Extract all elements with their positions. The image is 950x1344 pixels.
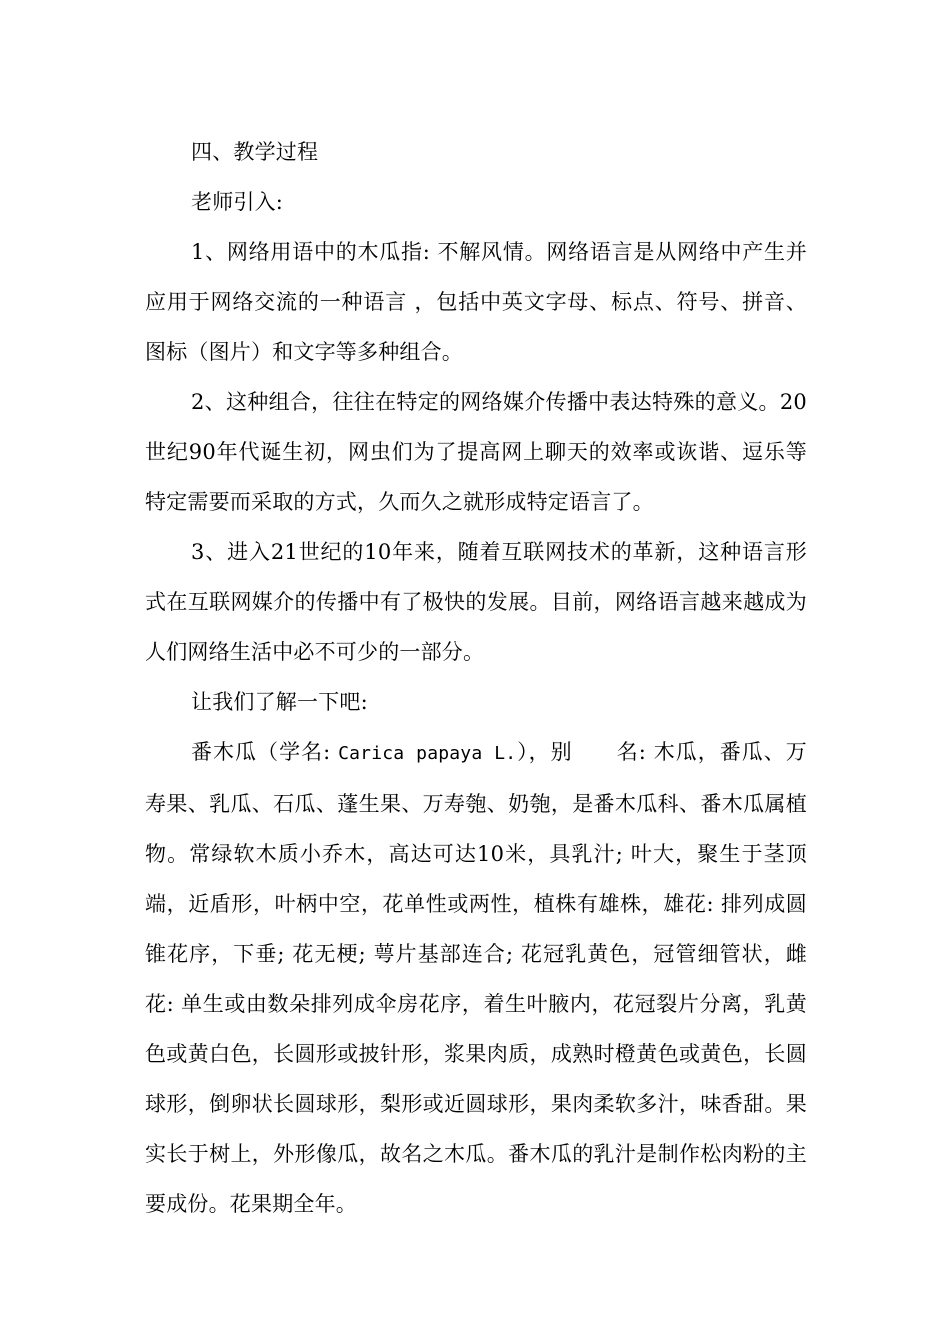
papaya-prefix: 番木瓜（学名: [191,740,331,764]
papaya-body: ），别 名: 木瓜，番瓜、万寿果、乳瓜、石瓜、蓬生果、万寿匏、奶匏，是番木瓜科、番木瓜属植物。常绿软木质小乔木，高达可达10米，具乳汁; 叶大，聚生于茎顶端，近盾形，叶柄中空，花单性或两性，植株有雄株，雄花: 排列成圆锥花序，下垂; 花无梗; 萼片基部连合; 花冠乳黄色，冠管细管状，雌花: 单生或由数朵排列成伞房花序，着生叶腋内，花冠裂片分离，乳黄色或黄白色，长圆形或披针形，浆果肉质，成熟时橙黄色或黄色，长圆球形，倒卵状长圆球形，梨形或近圆球形，果肉柔软多汁，味香甜。果实长于树上，外形像瓜，故名之木瓜。番木瓜的乳汁是制作松肉粉的主要成份。花果期全年。 [145,740,807,1216]
papaya-latin-name: Carica papaya L. [338,743,517,764]
lead-in-line: 让我们了解一下吧: [191,690,368,714]
section-heading: 四、教学过程 [191,140,319,164]
document-body [145,127,807,1229]
teacher-intro-label: 老师引入: [191,190,284,214]
paragraph-point-1: 1、网络用语中的木瓜指: 不解风情。网络语言是从网络中产生并应用于网络交流的一种语言 ，包括中英文字母、标点、符号、拼音、图标（图片）和文字等多种组合。 [145,240,807,364]
paragraph-point-2: 2、这种组合，往往在特定的网络媒介传播中表达特殊的意义。20世纪90年代诞生初，网虫们为了提高网上聊天的效率或诙谐、逗乐等特定需要而采取的方式，久而久之就形成特定语言了。 [145,390,807,514]
paragraph-point-3: 3、进入21世纪的10年来，随着互联网技术的革新，这种语言形式在互联网媒介的传播中有了极快的发展。目前，网络语言越来越成为人们网络生活中必不可少的一部分。 [145,540,807,664]
paragraph-papaya [145,727,807,1229]
